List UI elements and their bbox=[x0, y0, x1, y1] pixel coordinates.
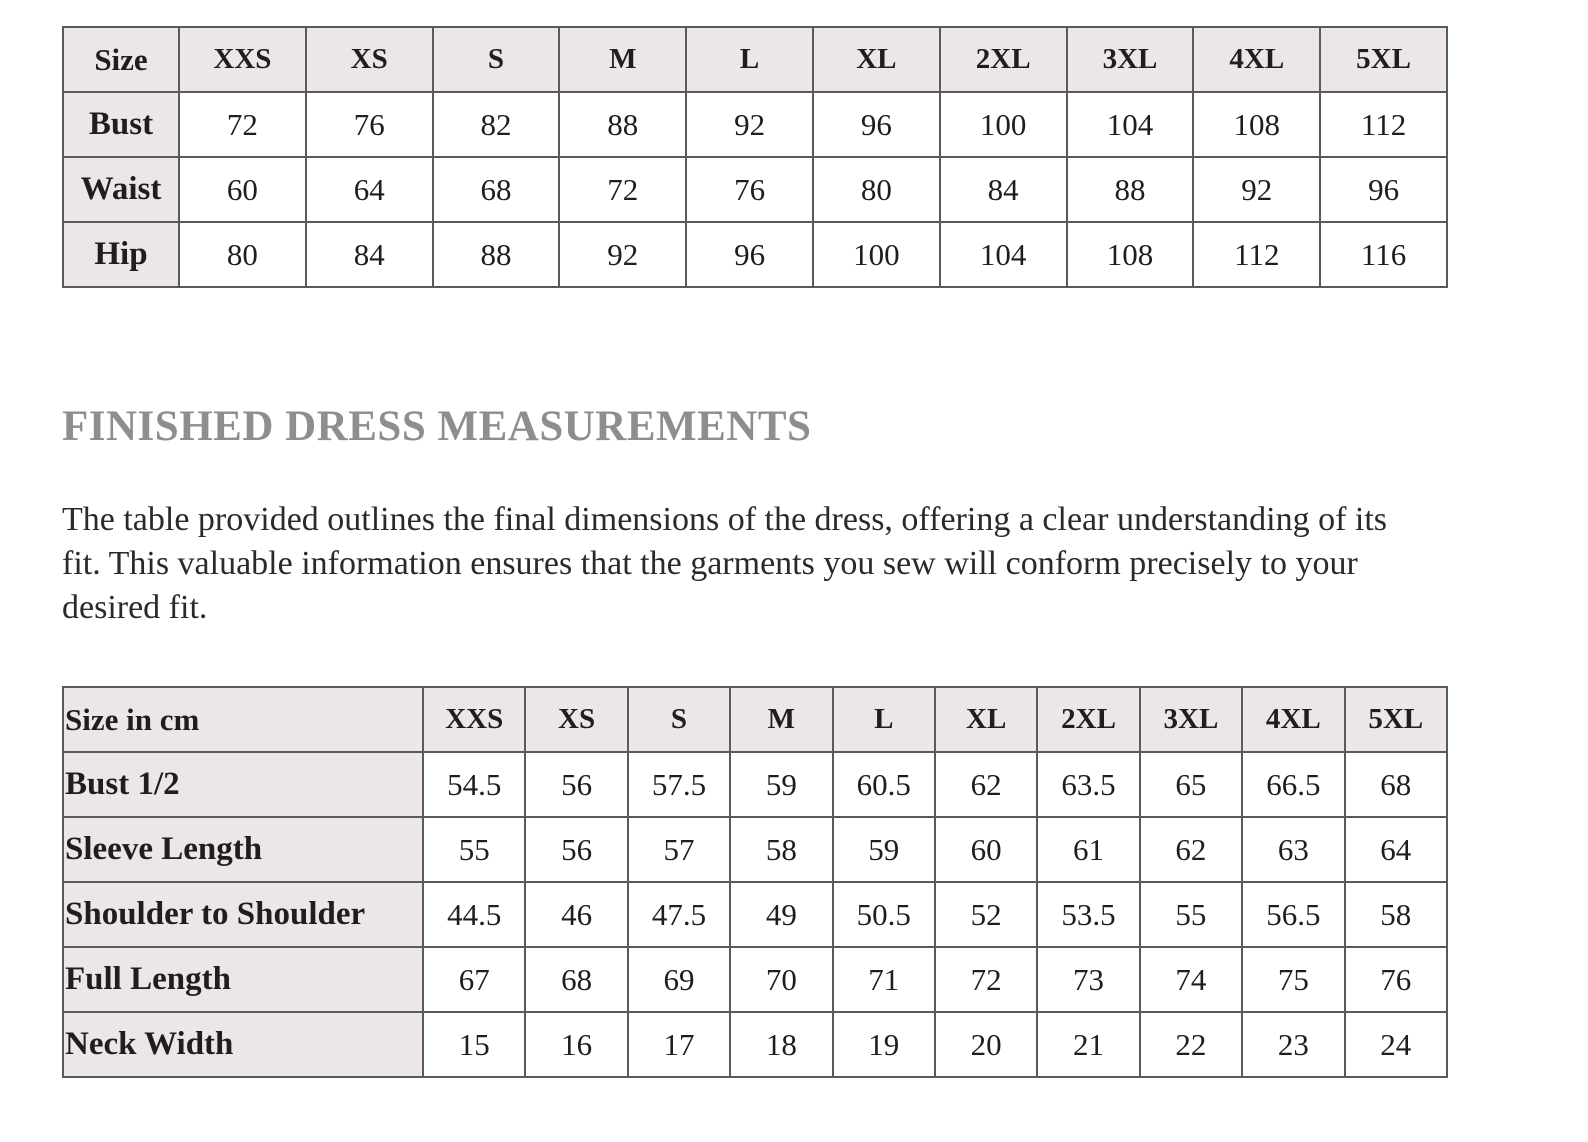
value-cell: 58 bbox=[730, 817, 832, 882]
value-cell: 57.5 bbox=[628, 752, 730, 817]
value-cell: 16 bbox=[525, 1012, 627, 1077]
value-cell: 52 bbox=[935, 882, 1037, 947]
finished-dress-table bbox=[62, 686, 1448, 1078]
value-cell: 104 bbox=[940, 222, 1067, 287]
value-cell: 15 bbox=[423, 1012, 525, 1077]
value-cell: 88 bbox=[1067, 157, 1194, 222]
size-header-cell: 5XL bbox=[1320, 27, 1447, 92]
value-cell: 63 bbox=[1242, 817, 1344, 882]
value-cell: 23 bbox=[1242, 1012, 1344, 1077]
size-header-cell: 3XL bbox=[1140, 687, 1242, 752]
size-header-cell: 4XL bbox=[1193, 27, 1320, 92]
table-row bbox=[63, 157, 1447, 222]
body-size-table bbox=[62, 26, 1448, 288]
value-cell: 61 bbox=[1037, 817, 1139, 882]
value-cell: 108 bbox=[1193, 92, 1320, 157]
value-cell: 96 bbox=[1320, 157, 1447, 222]
value-cell: 96 bbox=[813, 92, 940, 157]
value-cell: 60 bbox=[179, 157, 306, 222]
value-cell: 50.5 bbox=[833, 882, 935, 947]
value-cell: 112 bbox=[1193, 222, 1320, 287]
value-cell: 88 bbox=[559, 92, 686, 157]
header-row bbox=[63, 687, 1447, 752]
size-header-cell: 4XL bbox=[1242, 687, 1344, 752]
value-cell: 76 bbox=[686, 157, 813, 222]
value-cell: 100 bbox=[940, 92, 1067, 157]
value-cell: 68 bbox=[1345, 752, 1447, 817]
row-label: Neck Width bbox=[63, 1012, 423, 1077]
row-label: Bust bbox=[63, 92, 179, 157]
value-cell: 49 bbox=[730, 882, 832, 947]
value-cell: 67 bbox=[423, 947, 525, 1012]
value-cell: 64 bbox=[306, 157, 433, 222]
value-cell: 76 bbox=[306, 92, 433, 157]
value-cell: 46 bbox=[525, 882, 627, 947]
value-cell: 82 bbox=[433, 92, 560, 157]
table-row bbox=[63, 882, 1447, 947]
value-cell: 63.5 bbox=[1037, 752, 1139, 817]
size-header-cell: 5XL bbox=[1345, 687, 1447, 752]
table-row bbox=[63, 1012, 1447, 1077]
value-cell: 60.5 bbox=[833, 752, 935, 817]
value-cell: 80 bbox=[179, 222, 306, 287]
value-cell: 56 bbox=[525, 752, 627, 817]
value-cell: 55 bbox=[1140, 882, 1242, 947]
size-header-cell: S bbox=[433, 27, 560, 92]
finished-dress-table-body bbox=[63, 687, 1447, 1077]
value-cell: 116 bbox=[1320, 222, 1447, 287]
value-cell: 69 bbox=[628, 947, 730, 1012]
value-cell: 19 bbox=[833, 1012, 935, 1077]
value-cell: 18 bbox=[730, 1012, 832, 1077]
value-cell: 80 bbox=[813, 157, 940, 222]
value-cell: 62 bbox=[935, 752, 1037, 817]
size-header-cell: XL bbox=[813, 27, 940, 92]
value-cell: 54.5 bbox=[423, 752, 525, 817]
value-cell: 64 bbox=[1345, 817, 1447, 882]
size-header-cell: XL bbox=[935, 687, 1037, 752]
size-header-cell: M bbox=[559, 27, 686, 92]
value-cell: 112 bbox=[1320, 92, 1447, 157]
value-cell: 76 bbox=[1345, 947, 1447, 1012]
size-header-cell: 2XL bbox=[1037, 687, 1139, 752]
value-cell: 100 bbox=[813, 222, 940, 287]
table-row bbox=[63, 947, 1447, 1012]
value-cell: 71 bbox=[833, 947, 935, 1012]
row-label: Bust 1/2 bbox=[63, 752, 423, 817]
size-header-cell: XS bbox=[306, 27, 433, 92]
corner-label: Size bbox=[63, 27, 179, 92]
row-label: Full Length bbox=[63, 947, 423, 1012]
value-cell: 56 bbox=[525, 817, 627, 882]
value-cell: 68 bbox=[433, 157, 560, 222]
value-cell: 59 bbox=[833, 817, 935, 882]
row-label: Hip bbox=[63, 222, 179, 287]
body-size-table-body bbox=[63, 27, 1447, 287]
value-cell: 88 bbox=[433, 222, 560, 287]
value-cell: 108 bbox=[1067, 222, 1194, 287]
value-cell: 44.5 bbox=[423, 882, 525, 947]
value-cell: 104 bbox=[1067, 92, 1194, 157]
value-cell: 57 bbox=[628, 817, 730, 882]
value-cell: 70 bbox=[730, 947, 832, 1012]
value-cell: 20 bbox=[935, 1012, 1037, 1077]
row-label: Waist bbox=[63, 157, 179, 222]
value-cell: 74 bbox=[1140, 947, 1242, 1012]
size-header-cell: L bbox=[686, 27, 813, 92]
value-cell: 84 bbox=[940, 157, 1067, 222]
value-cell: 84 bbox=[306, 222, 433, 287]
value-cell: 73 bbox=[1037, 947, 1139, 1012]
table-row bbox=[63, 222, 1447, 287]
value-cell: 53.5 bbox=[1037, 882, 1139, 947]
value-cell: 47.5 bbox=[628, 882, 730, 947]
table-row bbox=[63, 92, 1447, 157]
value-cell: 68 bbox=[525, 947, 627, 1012]
header-row bbox=[63, 27, 1447, 92]
value-cell: 66.5 bbox=[1242, 752, 1344, 817]
value-cell: 60 bbox=[935, 817, 1037, 882]
value-cell: 96 bbox=[686, 222, 813, 287]
value-cell: 92 bbox=[1193, 157, 1320, 222]
section-heading: FINISHED DRESS MEASUREMENTS bbox=[62, 403, 812, 450]
size-header-cell: XXS bbox=[423, 687, 525, 752]
value-cell: 75 bbox=[1242, 947, 1344, 1012]
value-cell: 92 bbox=[559, 222, 686, 287]
size-header-cell: XS bbox=[525, 687, 627, 752]
value-cell: 65 bbox=[1140, 752, 1242, 817]
row-label: Shoulder to Shoulder bbox=[63, 882, 423, 947]
value-cell: 92 bbox=[686, 92, 813, 157]
size-header-cell: 3XL bbox=[1067, 27, 1194, 92]
value-cell: 72 bbox=[935, 947, 1037, 1012]
value-cell: 56.5 bbox=[1242, 882, 1344, 947]
value-cell: 62 bbox=[1140, 817, 1242, 882]
table-row bbox=[63, 752, 1447, 817]
value-cell: 58 bbox=[1345, 882, 1447, 947]
row-label: Sleeve Length bbox=[63, 817, 423, 882]
value-cell: 22 bbox=[1140, 1012, 1242, 1077]
table-row bbox=[63, 817, 1447, 882]
section-description: The table provided outlines the final dimensions of the dress, offering a clear understanding of its fit. This valuable information ensures that the garments you sew will conform precisely to your desired fit. bbox=[62, 501, 1388, 626]
value-cell: 55 bbox=[423, 817, 525, 882]
value-cell: 72 bbox=[559, 157, 686, 222]
size-header-cell: M bbox=[730, 687, 832, 752]
value-cell: 59 bbox=[730, 752, 832, 817]
size-header-cell: S bbox=[628, 687, 730, 752]
corner-label: Size in cm bbox=[63, 687, 423, 752]
value-cell: 17 bbox=[628, 1012, 730, 1077]
value-cell: 72 bbox=[179, 92, 306, 157]
value-cell: 24 bbox=[1345, 1012, 1447, 1077]
size-header-cell: 2XL bbox=[940, 27, 1067, 92]
size-header-cell: L bbox=[833, 687, 935, 752]
size-header-cell: XXS bbox=[179, 27, 306, 92]
value-cell: 21 bbox=[1037, 1012, 1139, 1077]
